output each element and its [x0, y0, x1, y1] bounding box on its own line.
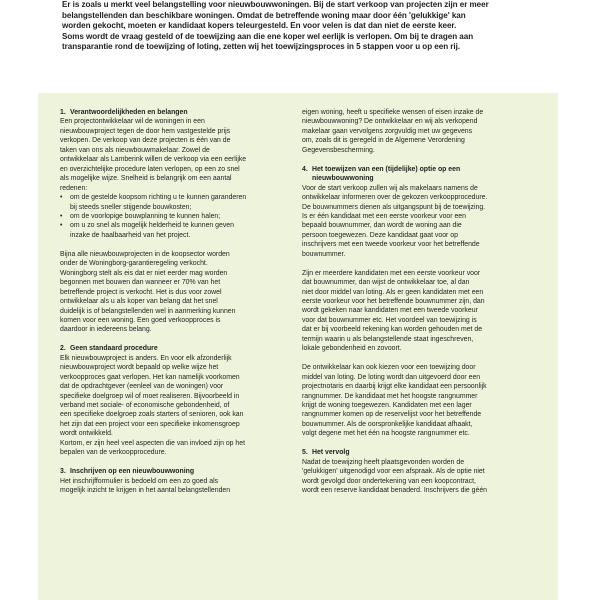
list-item: • om u zo snel als mogelijk helderheid te kunnen geven inzake de haalbaarheid van het project.: [60, 221, 276, 240]
left-column: [60, 108, 276, 496]
intro-line: belangstellenden dan beschikbare woningen. Omdat de betreffende woning maar door één 'gelukkige' kan: [62, 10, 466, 20]
list-item: • om de gestelde koopsom richting u te kunnen garanderen bij steeds sneller stijgende bouwkosten;: [60, 193, 276, 212]
section-4-heading: 4. Het toewijzen van een (tijdelijke) optie op een: [302, 165, 461, 173]
section-1-paragraph-2: Bijna alle nieuwbouwprojecten in de koopsector worden onder de Woningborg-garantieregeling verkocht. Woningborg stelt als eis dat er niet eerder mag worden begonnen met bouwen dan wanneer er 70% van het betreffende project is verkocht. Het is dus voor zowel ontwikkelaar als u als koper van belang dat het snel duidelijk is of belangstellenden wel in aanmerking kunnen komen voor een woning. Een goed verkoopproces is daardoor in iedereens belang.: [60, 250, 236, 334]
right-column: [302, 108, 518, 496]
section-1-bullet-list: [60, 193, 276, 240]
section-5-paragraph: Nadat de toewijzing heeft plaatsgevonden worden de 'gelukkigen' uitgenodigd voor een afspraak. Als de optie niet wordt gevolgd door ondertekening van een koopcontract, wordt een reserve kandidaat benaderd. Inschrijvers die géén: [302, 458, 488, 495]
section-2-heading: 2. Geen standaard procedure: [60, 345, 158, 353]
section-4-paragraph-1: Voor de start verkoop zullen wij als makelaars namens de ontwikkelaar informeren over de gekozen verkoopprocedure. De bouwnummers dienen als uitgangspunt bij de toewijzing. Is er één kandidaat met een eerste voorkeur voor een bepaald bouwnummer, dan wordt de woning aan die persoon toegewezen. Deze kandidaat gaat voor op inschrijvers met een tweede voorkeur voor het betreffende bouwnummer.: [302, 184, 488, 258]
section-1-heading: 1. Verantwoordelijkheden en belangen: [60, 109, 188, 116]
section-4-heading-continued: nieuwbouwwoning: [312, 175, 374, 183]
intro-line: Er is zoals u merkt veel belangstelling voor nieuwbouwwoningen. Bij de start verkoop van projecten zijn er meer: [62, 0, 489, 9]
intro-line: Soms wordt de vraag gesteld of de toewijzing aan die ene koper wel eerlijk is verlopen. Om bij te dragen aan: [62, 31, 474, 41]
intro-paragraph: [62, 0, 532, 53]
section-4-paragraph-2: Zijn er meerdere kandidaten met een eerste voorkeur voor dat bouwnummer, dan wijst de ontwikkelaar toe, al dan niet door middel van loting. Als er geen kandidaten met een eerste voorkeur voor het betreffende bouwnummer zijn, dan wordt gekeken naar kandidaten met een tweede voorkeur voor dat bouwnummer etc. Het voordeel van toewijzing is dat er bij voorbeeld rekening kan worden gehouden met de termijn waarin u als belangstellende staat ingeschreven, lokale gebondenheid en zovoort.: [302, 269, 485, 353]
section-1-paragraph-1: Een projectontwikkelaar wil de woningen in een nieuwbouwproject tegen de door hem vastgestelde prijs verkopen. De verkoop van deze projecten is één van de taken van ons als nieuwbouwmakelaar. Zowel de ontwikkelaar als Lamberink willen de verkoop via een eerlijke en overzichtelijke procedure laten verlopen, op een zo snel als mogelijke wijze. Snelheid is belangrijk om een aantal redenen:: [60, 118, 247, 192]
section-3-heading: 3. Inschrijven op een nieuwbouwwoning: [60, 468, 195, 476]
list-item: • om de voorlopige bouwplanning te kunnen halen;: [60, 212, 276, 221]
section-4-paragraph-3: De ontwikkelaar kan ook kiezen voor een toewijzing door middel van loting. De loting wordt dan uitgevoerd door een projectnotaris en daarbij krijgt elke kandidaat een persoonlijk rangnummer. De kandidaat met het hoogste rangnummer krijgt de woning toegewezen. Kandidaten met een lager rangnummer komen op de reservelijst voor het betreffende bouwnummer. Als de oorspronkelijke kandidaat afhaakt, volgt degene met het één na hoogste rangnummer etc.: [302, 364, 487, 438]
continued-paragraph: eigen woning, heeft u specifieke wensen of eisen inzake de nieuwbouwwoning? De ontwikkelaar en wij als verkopend makelaar gaan vervolgens zorgvuldig met uw gegevens om, zoals dit is geregeld in de Algemene Verordening Gegevensbescherming.: [302, 109, 484, 154]
section-5-heading: 5. Het vervolg: [302, 449, 350, 457]
section-3-paragraph: Het inschrijfformulier is bedoeld om een zo goed als mogelijk inzicht te krijgen in het aantal belangstellenden: [60, 477, 231, 495]
intro-line: transparantie rond de toewijzing of loting, zetten wij het toewijzingsproces in 5 stappen voor u op een rij.: [62, 42, 460, 52]
intro-line: worden gekocht, moeten er kandidaat kopers teleurgesteld. En voor velen is dat dan niet de eerste keer.: [62, 21, 457, 31]
section-2-paragraph: Elk nieuwbouwproject is anders. En voor elk afzonderlijk nieuwbouwproject wordt bepaald op welke wijze het verkoopproces gaat verlopen. Het kan namelijk voorkomen dat de opdrachtgever (eenleel van de woningen) voor specifieke doelgroep wil of moet realiseren. Bijvoorbeeld in verband met sociale- of economische gebondenheid, of een specifieke doelgroep zoals starters of senioren, ook kan het zijn dat een project voor een specifieke inkomensgroep wordt ontwikkeld. Kortom, er zijn heel veel aspecten die van invloed zijn op het bepalen van de verkoopprocedure.: [60, 354, 246, 457]
